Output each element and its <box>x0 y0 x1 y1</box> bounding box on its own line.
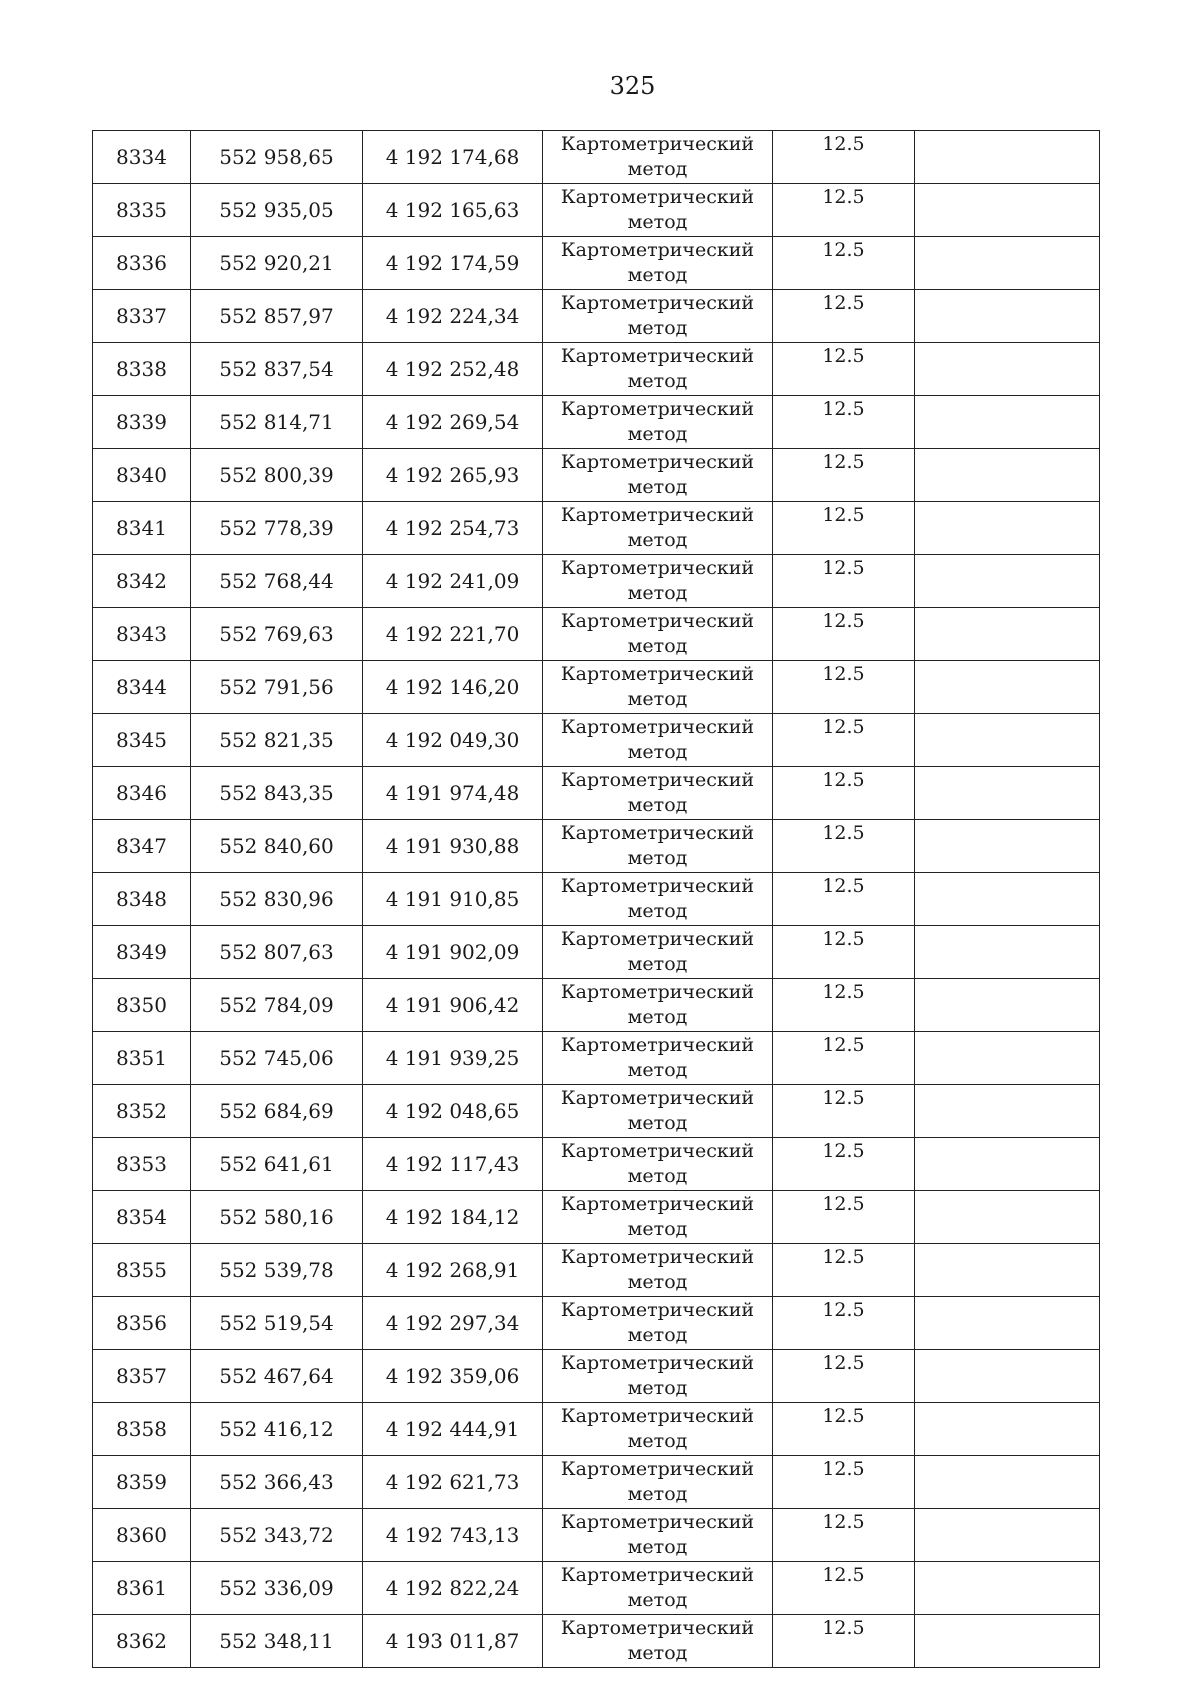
point-number-cell: 8334 <box>93 131 191 184</box>
y-coordinate-cell: 4 191 930,88 <box>363 820 543 873</box>
method-cell <box>543 555 773 608</box>
note-cell <box>915 1138 1100 1191</box>
y-coordinate-cell: 4 192 221,70 <box>363 608 543 661</box>
accuracy-cell: 12.5 <box>773 237 915 290</box>
accuracy-cell: 12.5 <box>773 714 915 767</box>
x-coordinate-cell: 552 843,35 <box>191 767 363 820</box>
method-line-1: Картометрический <box>560 451 755 473</box>
accuracy-cell: 12.5 <box>773 1244 915 1297</box>
method-cell <box>543 1350 773 1403</box>
point-number-cell: 8360 <box>93 1509 191 1562</box>
method-line-1: Картометрический <box>560 1246 755 1268</box>
note-cell <box>915 502 1100 555</box>
y-coordinate-cell: 4 192 297,34 <box>363 1297 543 1350</box>
accuracy-cell: 12.5 <box>773 820 915 873</box>
x-coordinate-cell: 552 958,65 <box>191 131 363 184</box>
method-cell <box>543 502 773 555</box>
note-cell <box>915 184 1100 237</box>
note-cell <box>915 661 1100 714</box>
method-line-1: Картометрический <box>560 345 755 367</box>
accuracy-cell: 12.5 <box>773 1032 915 1085</box>
table-row <box>93 237 1100 290</box>
table-row <box>93 131 1100 184</box>
method-line-2: метод <box>627 529 688 551</box>
x-coordinate-cell: 552 935,05 <box>191 184 363 237</box>
point-number-cell: 8362 <box>93 1615 191 1668</box>
point-number-cell: 8344 <box>93 661 191 714</box>
method-line-2: метод <box>627 1271 688 1293</box>
point-number-cell: 8352 <box>93 1085 191 1138</box>
accuracy-cell: 12.5 <box>773 555 915 608</box>
table-row <box>93 184 1100 237</box>
x-coordinate-cell: 552 769,63 <box>191 608 363 661</box>
accuracy-cell: 12.5 <box>773 1403 915 1456</box>
accuracy-cell: 12.5 <box>773 1297 915 1350</box>
method-cell <box>543 290 773 343</box>
method-line-2: метод <box>627 1006 688 1028</box>
method-cell <box>543 1191 773 1244</box>
x-coordinate-cell: 552 807,63 <box>191 926 363 979</box>
accuracy-cell: 12.5 <box>773 184 915 237</box>
note-cell <box>915 1191 1100 1244</box>
method-line-2: метод <box>627 1483 688 1505</box>
note-cell <box>915 608 1100 661</box>
accuracy-cell: 12.5 <box>773 608 915 661</box>
y-coordinate-cell: 4 192 822,24 <box>363 1562 543 1615</box>
point-number-cell: 8350 <box>93 979 191 1032</box>
point-number-cell: 8341 <box>93 502 191 555</box>
method-cell <box>543 343 773 396</box>
x-coordinate-cell: 552 467,64 <box>191 1350 363 1403</box>
method-line-1: Картометрический <box>560 557 755 579</box>
method-line-2: метод <box>627 953 688 975</box>
y-coordinate-cell: 4 192 444,91 <box>363 1403 543 1456</box>
note-cell <box>915 449 1100 502</box>
point-number-cell: 8336 <box>93 237 191 290</box>
method-line-2: метод <box>627 158 688 180</box>
table-row <box>93 449 1100 502</box>
x-coordinate-cell: 552 539,78 <box>191 1244 363 1297</box>
method-cell <box>543 237 773 290</box>
method-line-1: Картометрический <box>560 1193 755 1215</box>
method-cell <box>543 1456 773 1509</box>
y-coordinate-cell: 4 192 621,73 <box>363 1456 543 1509</box>
x-coordinate-cell: 552 580,16 <box>191 1191 363 1244</box>
note-cell <box>915 1297 1100 1350</box>
note-cell <box>915 1244 1100 1297</box>
point-number-cell: 8351 <box>93 1032 191 1085</box>
note-cell <box>915 396 1100 449</box>
note-cell <box>915 1509 1100 1562</box>
method-cell <box>543 608 773 661</box>
point-number-cell: 8345 <box>93 714 191 767</box>
method-line-2: метод <box>627 1377 688 1399</box>
accuracy-cell: 12.5 <box>773 1456 915 1509</box>
note-cell <box>915 1032 1100 1085</box>
method-cell <box>543 1244 773 1297</box>
table-row <box>93 1562 1100 1615</box>
y-coordinate-cell: 4 192 359,06 <box>363 1350 543 1403</box>
page-number: 325 <box>609 72 656 100</box>
accuracy-cell: 12.5 <box>773 1138 915 1191</box>
y-coordinate-cell: 4 193 011,87 <box>363 1615 543 1668</box>
accuracy-cell: 12.5 <box>773 1350 915 1403</box>
x-coordinate-cell: 552 800,39 <box>191 449 363 502</box>
x-coordinate-cell: 552 366,43 <box>191 1456 363 1509</box>
method-cell <box>543 1032 773 1085</box>
note-cell <box>915 1350 1100 1403</box>
table-row <box>93 661 1100 714</box>
method-line-2: метод <box>627 900 688 922</box>
note-cell <box>915 555 1100 608</box>
method-line-2: метод <box>627 1218 688 1240</box>
method-cell <box>543 820 773 873</box>
table-row <box>93 1509 1100 1562</box>
accuracy-cell: 12.5 <box>773 1191 915 1244</box>
method-line-1: Картометрический <box>560 1352 755 1374</box>
coordinates-table <box>92 130 1100 1668</box>
y-coordinate-cell: 4 192 268,91 <box>363 1244 543 1297</box>
y-coordinate-cell: 4 192 165,63 <box>363 184 543 237</box>
table-row <box>93 555 1100 608</box>
point-number-cell: 8355 <box>93 1244 191 1297</box>
table-row <box>93 1456 1100 1509</box>
y-coordinate-cell: 4 192 241,09 <box>363 555 543 608</box>
method-line-1: Картометрический <box>560 928 755 950</box>
y-coordinate-cell: 4 192 184,12 <box>363 1191 543 1244</box>
method-line-1: Картометрический <box>560 769 755 791</box>
method-line-2: метод <box>627 635 688 657</box>
accuracy-cell: 12.5 <box>773 926 915 979</box>
method-cell <box>543 714 773 767</box>
x-coordinate-cell: 552 920,21 <box>191 237 363 290</box>
point-number-cell: 8349 <box>93 926 191 979</box>
method-cell <box>543 449 773 502</box>
note-cell <box>915 1562 1100 1615</box>
method-line-2: метод <box>627 794 688 816</box>
method-line-1: Картометрический <box>560 504 755 526</box>
accuracy-cell: 12.5 <box>773 1615 915 1668</box>
y-coordinate-cell: 4 192 252,48 <box>363 343 543 396</box>
table-row <box>93 714 1100 767</box>
note-cell <box>915 979 1100 1032</box>
accuracy-cell: 12.5 <box>773 1562 915 1615</box>
table-row <box>93 767 1100 820</box>
y-coordinate-cell: 4 192 049,30 <box>363 714 543 767</box>
method-cell <box>543 979 773 1032</box>
y-coordinate-cell: 4 191 939,25 <box>363 1032 543 1085</box>
x-coordinate-cell: 552 840,60 <box>191 820 363 873</box>
note-cell <box>915 1456 1100 1509</box>
method-line-2: метод <box>627 211 688 233</box>
method-line-1: Картометрический <box>560 1458 755 1480</box>
x-coordinate-cell: 552 814,71 <box>191 396 363 449</box>
note-cell <box>915 1615 1100 1668</box>
x-coordinate-cell: 552 857,97 <box>191 290 363 343</box>
table-row <box>93 1244 1100 1297</box>
accuracy-cell: 12.5 <box>773 449 915 502</box>
method-line-2: метод <box>627 370 688 392</box>
method-cell <box>543 131 773 184</box>
point-number-cell: 8346 <box>93 767 191 820</box>
y-coordinate-cell: 4 192 117,43 <box>363 1138 543 1191</box>
method-line-2: метод <box>627 476 688 498</box>
method-cell <box>543 873 773 926</box>
point-number-cell: 8361 <box>93 1562 191 1615</box>
x-coordinate-cell: 552 830,96 <box>191 873 363 926</box>
table-row <box>93 1138 1100 1191</box>
point-number-cell: 8339 <box>93 396 191 449</box>
method-line-2: метод <box>627 1589 688 1611</box>
y-coordinate-cell: 4 192 743,13 <box>363 1509 543 1562</box>
x-coordinate-cell: 552 416,12 <box>191 1403 363 1456</box>
point-number-cell: 8353 <box>93 1138 191 1191</box>
x-coordinate-cell: 552 784,09 <box>191 979 363 1032</box>
note-cell <box>915 767 1100 820</box>
y-coordinate-cell: 4 192 265,93 <box>363 449 543 502</box>
accuracy-cell: 12.5 <box>773 1085 915 1138</box>
y-coordinate-cell: 4 191 906,42 <box>363 979 543 1032</box>
point-number-cell: 8354 <box>93 1191 191 1244</box>
y-coordinate-cell: 4 192 146,20 <box>363 661 543 714</box>
method-cell <box>543 926 773 979</box>
method-line-1: Картометрический <box>560 875 755 897</box>
note-cell <box>915 820 1100 873</box>
y-coordinate-cell: 4 192 269,54 <box>363 396 543 449</box>
y-coordinate-cell: 4 192 254,73 <box>363 502 543 555</box>
method-line-1: Картометрический <box>560 1511 755 1533</box>
point-number-cell: 8358 <box>93 1403 191 1456</box>
method-line-2: метод <box>627 847 688 869</box>
accuracy-cell: 12.5 <box>773 290 915 343</box>
method-line-2: метод <box>627 1165 688 1187</box>
table-row <box>93 873 1100 926</box>
method-line-2: метод <box>627 741 688 763</box>
note-cell <box>915 873 1100 926</box>
method-line-2: метод <box>627 423 688 445</box>
point-number-cell: 8347 <box>93 820 191 873</box>
method-line-1: Картометрический <box>560 239 755 261</box>
point-number-cell: 8343 <box>93 608 191 661</box>
x-coordinate-cell: 552 343,72 <box>191 1509 363 1562</box>
accuracy-cell: 12.5 <box>773 661 915 714</box>
method-cell <box>543 1138 773 1191</box>
table-row <box>93 1191 1100 1244</box>
point-number-cell: 8356 <box>93 1297 191 1350</box>
method-line-1: Картометрический <box>560 981 755 1003</box>
accuracy-cell: 12.5 <box>773 502 915 555</box>
y-coordinate-cell: 4 192 174,68 <box>363 131 543 184</box>
y-coordinate-cell: 4 191 902,09 <box>363 926 543 979</box>
method-line-1: Картометрический <box>560 716 755 738</box>
x-coordinate-cell: 552 778,39 <box>191 502 363 555</box>
method-line-2: метод <box>627 1536 688 1558</box>
accuracy-cell: 12.5 <box>773 767 915 820</box>
table-row <box>93 608 1100 661</box>
method-line-2: метод <box>627 688 688 710</box>
method-line-1: Картометрический <box>560 1087 755 1109</box>
method-cell <box>543 1085 773 1138</box>
note-cell <box>915 131 1100 184</box>
table-row <box>93 1403 1100 1456</box>
point-number-cell: 8337 <box>93 290 191 343</box>
method-line-2: метод <box>627 1642 688 1664</box>
method-line-2: метод <box>627 582 688 604</box>
point-number-cell: 8359 <box>93 1456 191 1509</box>
accuracy-cell: 12.5 <box>773 1509 915 1562</box>
point-number-cell: 8340 <box>93 449 191 502</box>
note-cell <box>915 290 1100 343</box>
x-coordinate-cell: 552 641,61 <box>191 1138 363 1191</box>
table-row <box>93 979 1100 1032</box>
note-cell <box>915 714 1100 767</box>
method-line-2: метод <box>627 1059 688 1081</box>
method-line-1: Картометрический <box>560 663 755 685</box>
table-row <box>93 1350 1100 1403</box>
note-cell <box>915 237 1100 290</box>
note-cell <box>915 926 1100 979</box>
note-cell <box>915 343 1100 396</box>
y-coordinate-cell: 4 192 048,65 <box>363 1085 543 1138</box>
y-coordinate-cell: 4 192 174,59 <box>363 237 543 290</box>
accuracy-cell: 12.5 <box>773 873 915 926</box>
method-line-2: метод <box>627 264 688 286</box>
method-line-1: Картометрический <box>560 1140 755 1162</box>
point-number-cell: 8335 <box>93 184 191 237</box>
x-coordinate-cell: 552 348,11 <box>191 1615 363 1668</box>
method-line-2: метод <box>627 1430 688 1452</box>
table-row <box>93 820 1100 873</box>
method-line-2: метод <box>627 1324 688 1346</box>
x-coordinate-cell: 552 684,69 <box>191 1085 363 1138</box>
table-row <box>93 396 1100 449</box>
method-cell <box>543 1403 773 1456</box>
point-number-cell: 8357 <box>93 1350 191 1403</box>
method-line-2: метод <box>627 317 688 339</box>
x-coordinate-cell: 552 336,09 <box>191 1562 363 1615</box>
accuracy-cell: 12.5 <box>773 131 915 184</box>
point-number-cell: 8348 <box>93 873 191 926</box>
table-row <box>93 1032 1100 1085</box>
method-line-1: Картометрический <box>560 1299 755 1321</box>
method-line-1: Картометрический <box>560 610 755 632</box>
x-coordinate-cell: 552 768,44 <box>191 555 363 608</box>
x-coordinate-cell: 552 837,54 <box>191 343 363 396</box>
table-row <box>93 926 1100 979</box>
note-cell <box>915 1085 1100 1138</box>
y-coordinate-cell: 4 192 224,34 <box>363 290 543 343</box>
table-row <box>93 290 1100 343</box>
accuracy-cell: 12.5 <box>773 343 915 396</box>
x-coordinate-cell: 552 745,06 <box>191 1032 363 1085</box>
method-cell <box>543 661 773 714</box>
table-row <box>93 502 1100 555</box>
point-number-cell: 8342 <box>93 555 191 608</box>
method-line-1: Картометрический <box>560 292 755 314</box>
method-cell <box>543 184 773 237</box>
method-line-1: Картометрический <box>560 398 755 420</box>
method-line-1: Картометрический <box>560 133 755 155</box>
method-line-1: Картометрический <box>560 1034 755 1056</box>
table-row <box>93 1297 1100 1350</box>
accuracy-cell: 12.5 <box>773 979 915 1032</box>
method-cell <box>543 1615 773 1668</box>
method-line-1: Картометрический <box>560 186 755 208</box>
x-coordinate-cell: 552 791,56 <box>191 661 363 714</box>
x-coordinate-cell: 552 519,54 <box>191 1297 363 1350</box>
table-row <box>93 343 1100 396</box>
method-line-1: Картометрический <box>560 1405 755 1427</box>
table-row <box>93 1085 1100 1138</box>
method-cell <box>543 1297 773 1350</box>
method-line-1: Картометрический <box>560 1617 755 1639</box>
y-coordinate-cell: 4 191 974,48 <box>363 767 543 820</box>
method-cell <box>543 396 773 449</box>
accuracy-cell: 12.5 <box>773 396 915 449</box>
method-cell <box>543 767 773 820</box>
method-cell <box>543 1509 773 1562</box>
method-line-1: Картометрический <box>560 822 755 844</box>
point-number-cell: 8338 <box>93 343 191 396</box>
y-coordinate-cell: 4 191 910,85 <box>363 873 543 926</box>
table-body <box>93 131 1100 1668</box>
x-coordinate-cell: 552 821,35 <box>191 714 363 767</box>
method-line-2: метод <box>627 1112 688 1134</box>
note-cell <box>915 1403 1100 1456</box>
method-cell <box>543 1562 773 1615</box>
table-row <box>93 1615 1100 1668</box>
method-line-1: Картометрический <box>560 1564 755 1586</box>
